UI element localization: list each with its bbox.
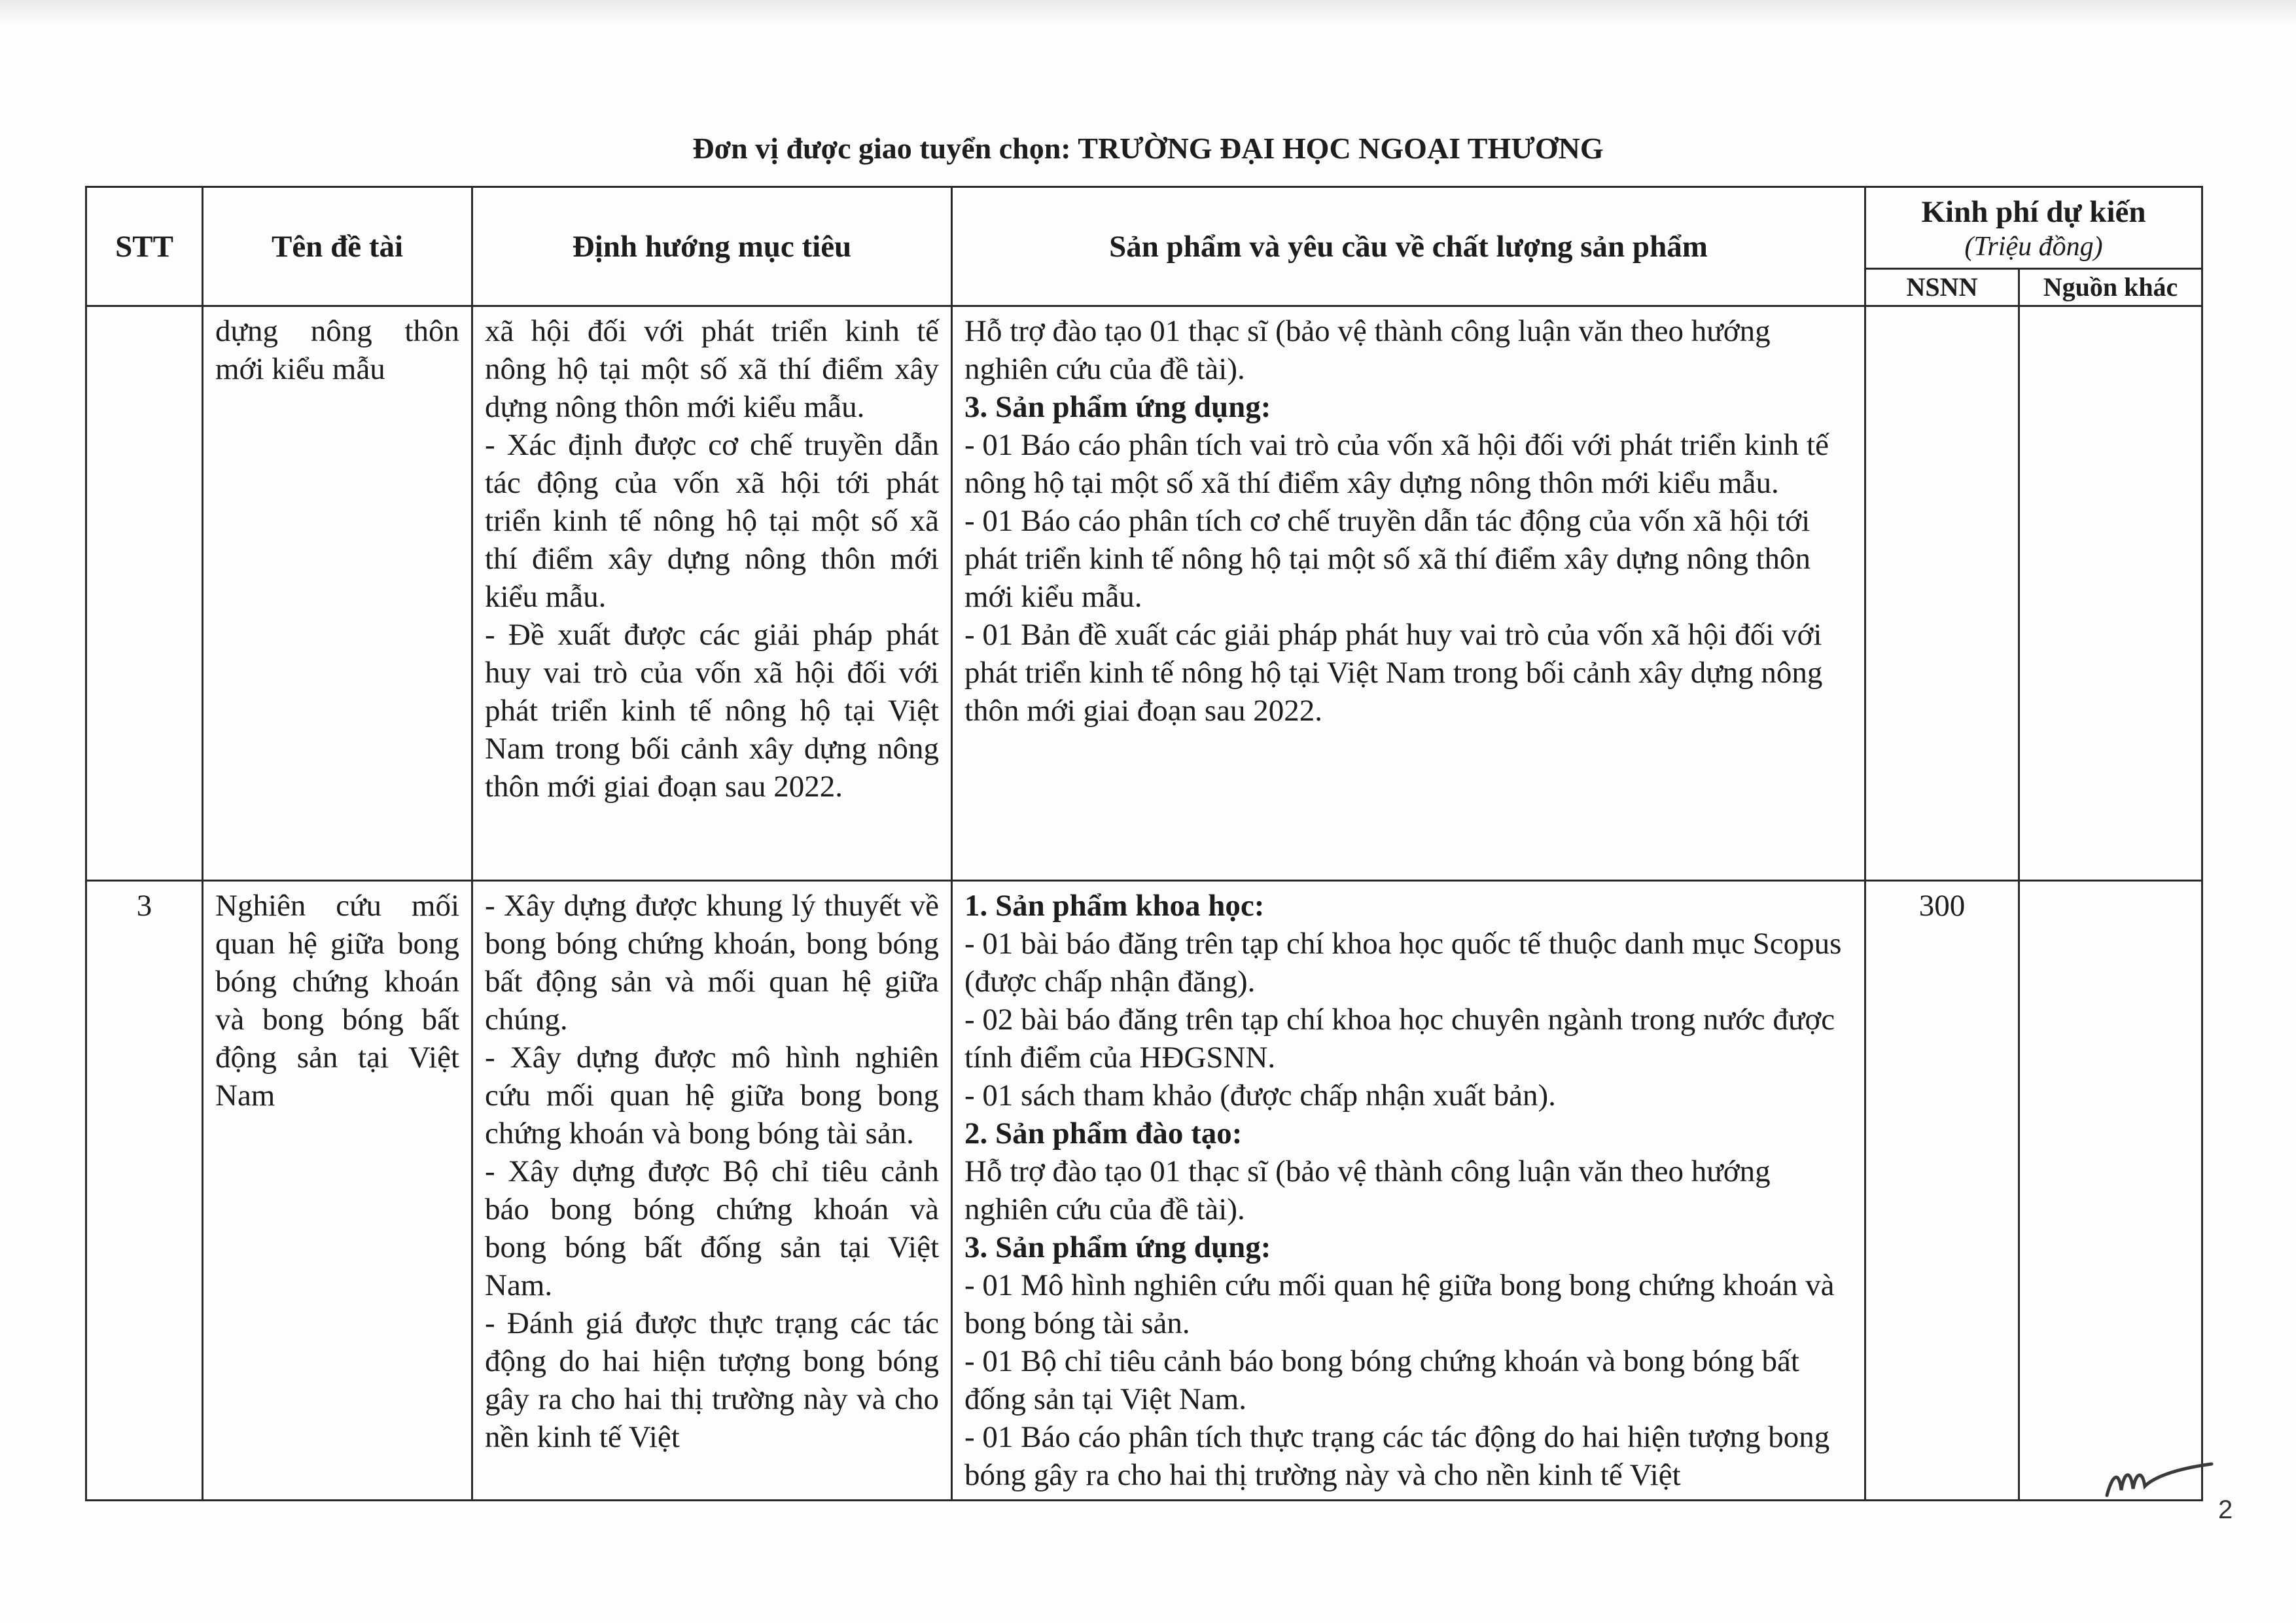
header-products: Sản phẩm và yêu cầu về chất lượng sản phẩm [952, 187, 1865, 306]
header-budget [1865, 187, 2202, 269]
scan-edge [0, 0, 2296, 26]
product-item: - 01 Mô hình nghiên cứu mối quan hệ giữa bong bong chứng khoán và bong bóng tài sản. [964, 1268, 1835, 1340]
cell-objectives [472, 306, 952, 881]
objective-item: xã hội đối với phát triển kinh tế nông hộ tại một số xã thí điểm xây dựng nông thôn mới kiểu mẫu. [485, 314, 939, 424]
product-heading: 2. Sản phẩm đào tạo: [964, 1116, 1243, 1150]
product-heading: 3. Sản phẩm ứng dụng: [964, 390, 1271, 424]
table-row [86, 881, 2202, 1501]
cell-nsnn: 300 [1865, 881, 2019, 1501]
header-topic-name: Tên đề tài [203, 187, 472, 306]
product-item: - 02 bài báo đăng trên tạp chí khoa học chuyên ngành trong nước được tính điểm của HĐGSNN. [964, 1003, 1835, 1075]
product-item: - 01 bài báo đăng trên tạp chí khoa học quốc tế thuộc danh mục Scopus (được chấp nhận đăng). [964, 927, 1842, 999]
cell-objectives [472, 881, 952, 1501]
cell-products [952, 881, 1865, 1501]
product-item: Hỗ trợ đào tạo 01 thạc sĩ (bảo vệ thành công luận văn theo hướng nghiên cứu của đề tài). [964, 1154, 1771, 1226]
product-item: - 01 sách tham khảo (được chấp nhận xuất bản). [964, 1079, 1556, 1113]
objective-item: - Đánh giá được thực trạng các tác động do hai hiện tượng bong bóng gây ra cho hai thị trường này và cho nền kinh tế Việt [485, 1306, 939, 1454]
header-budget-label: Kinh phí dự kiến [1921, 195, 2146, 229]
product-item: Hỗ trợ đào tạo 01 thạc sĩ (bảo vệ thành công luận văn theo hướng nghiên cứu của đề tài). [964, 314, 1771, 386]
header-stt: STT [86, 187, 203, 306]
objective-item: - Đề xuất được các giải pháp phát huy vai trò của vốn xã hội đối với phát triển kinh tế nông hộ tại Việt Nam trong bối cảnh xây dựng nông thôn mới giai đoạn sau 2022. [485, 618, 939, 804]
page-number: 2 [2218, 1495, 2233, 1524]
cell-topic-name: dựng nông thôn mới kiểu mẫu [203, 306, 472, 881]
product-item: - 01 Bộ chỉ tiêu cảnh báo bong bóng chứng khoán và bong bóng bất đống sản tại Việt Nam. [964, 1344, 1799, 1416]
objective-item: - Xây dựng được Bộ chỉ tiêu cảnh báo bong bóng chứng khoán và bong bóng bất đống sản tại Việt Nam. [485, 1154, 939, 1302]
signature-initials-icon [2100, 1450, 2218, 1502]
objective-item: - Xây dựng được mô hình nghiên cứu mối quan hệ giữa bong bong chứng khoán và bong bóng tài sản. [485, 1041, 939, 1150]
objective-item: - Xây dựng được khung lý thuyết về bong bóng chứng khoán, bong bóng bất động sản và mối quan hệ giữa chúng. [485, 889, 939, 1037]
unit-title: Đơn vị được giao tuyển chọn: TRƯỜNG ĐẠI HỌC NGOẠI THƯƠNG [692, 132, 1604, 165]
header-objectives: Định hướng mục tiêu [472, 187, 952, 306]
product-item: - 01 Báo cáo phân tích thực trạng các tác động do hai hiện tượng bong bóng gây ra cho hai thị trường này và cho nền kinh tế Việt [964, 1420, 1830, 1492]
cell-stt: 3 [86, 881, 203, 1501]
cell-stt [86, 306, 203, 881]
product-heading: 1. Sản phẩm khoa học: [964, 889, 1265, 923]
cell-other-source [2019, 881, 2202, 1501]
header-nsnn: NSNN [1865, 269, 2019, 306]
cell-other-source [2019, 306, 2202, 881]
product-item: - 01 Bản đề xuất các giải pháp phát huy vai trò của vốn xã hội đối với phát triển kinh tế nông hộ tại Việt Nam trong bối cảnh xây dựng nông thôn mới giai đoạn sau 2022. [964, 618, 1823, 728]
objective-item: - Xác định được cơ chế truyền dẫn tác động của vốn xã hội tới phát triển kinh tế nông hộ tại một số xã thí điểm xây dựng nông thôn mới kiểu mẫu. [485, 428, 939, 614]
product-heading: 3. Sản phẩm ứng dụng: [964, 1230, 1271, 1264]
topic-table [85, 186, 2203, 1501]
cell-products [952, 306, 1865, 881]
cell-nsnn [1865, 306, 2019, 881]
cell-topic-name: Nghiên cứu mối quan hệ giữa bong bóng chứng khoán và bong bóng bất động sản tại Việt Nam [203, 881, 472, 1501]
header-other-source: Nguồn khác [2019, 269, 2202, 306]
product-item: - 01 Báo cáo phân tích cơ chế truyền dẫn tác động của vốn xã hội tới phát triển kinh tế nông hộ tại một số xã thí điểm xây dựng nông thôn mới kiểu mẫu. [964, 504, 1811, 614]
table-row [86, 306, 2202, 881]
product-item: - 01 Báo cáo phân tích vai trò của vốn xã hội đối với phát triển kinh tế nông hộ tại một số xã thí điểm xây dựng nông thôn mới kiểu mẫu. [964, 428, 1829, 500]
header-budget-unit: (Triệu đồng) [1964, 232, 2103, 262]
